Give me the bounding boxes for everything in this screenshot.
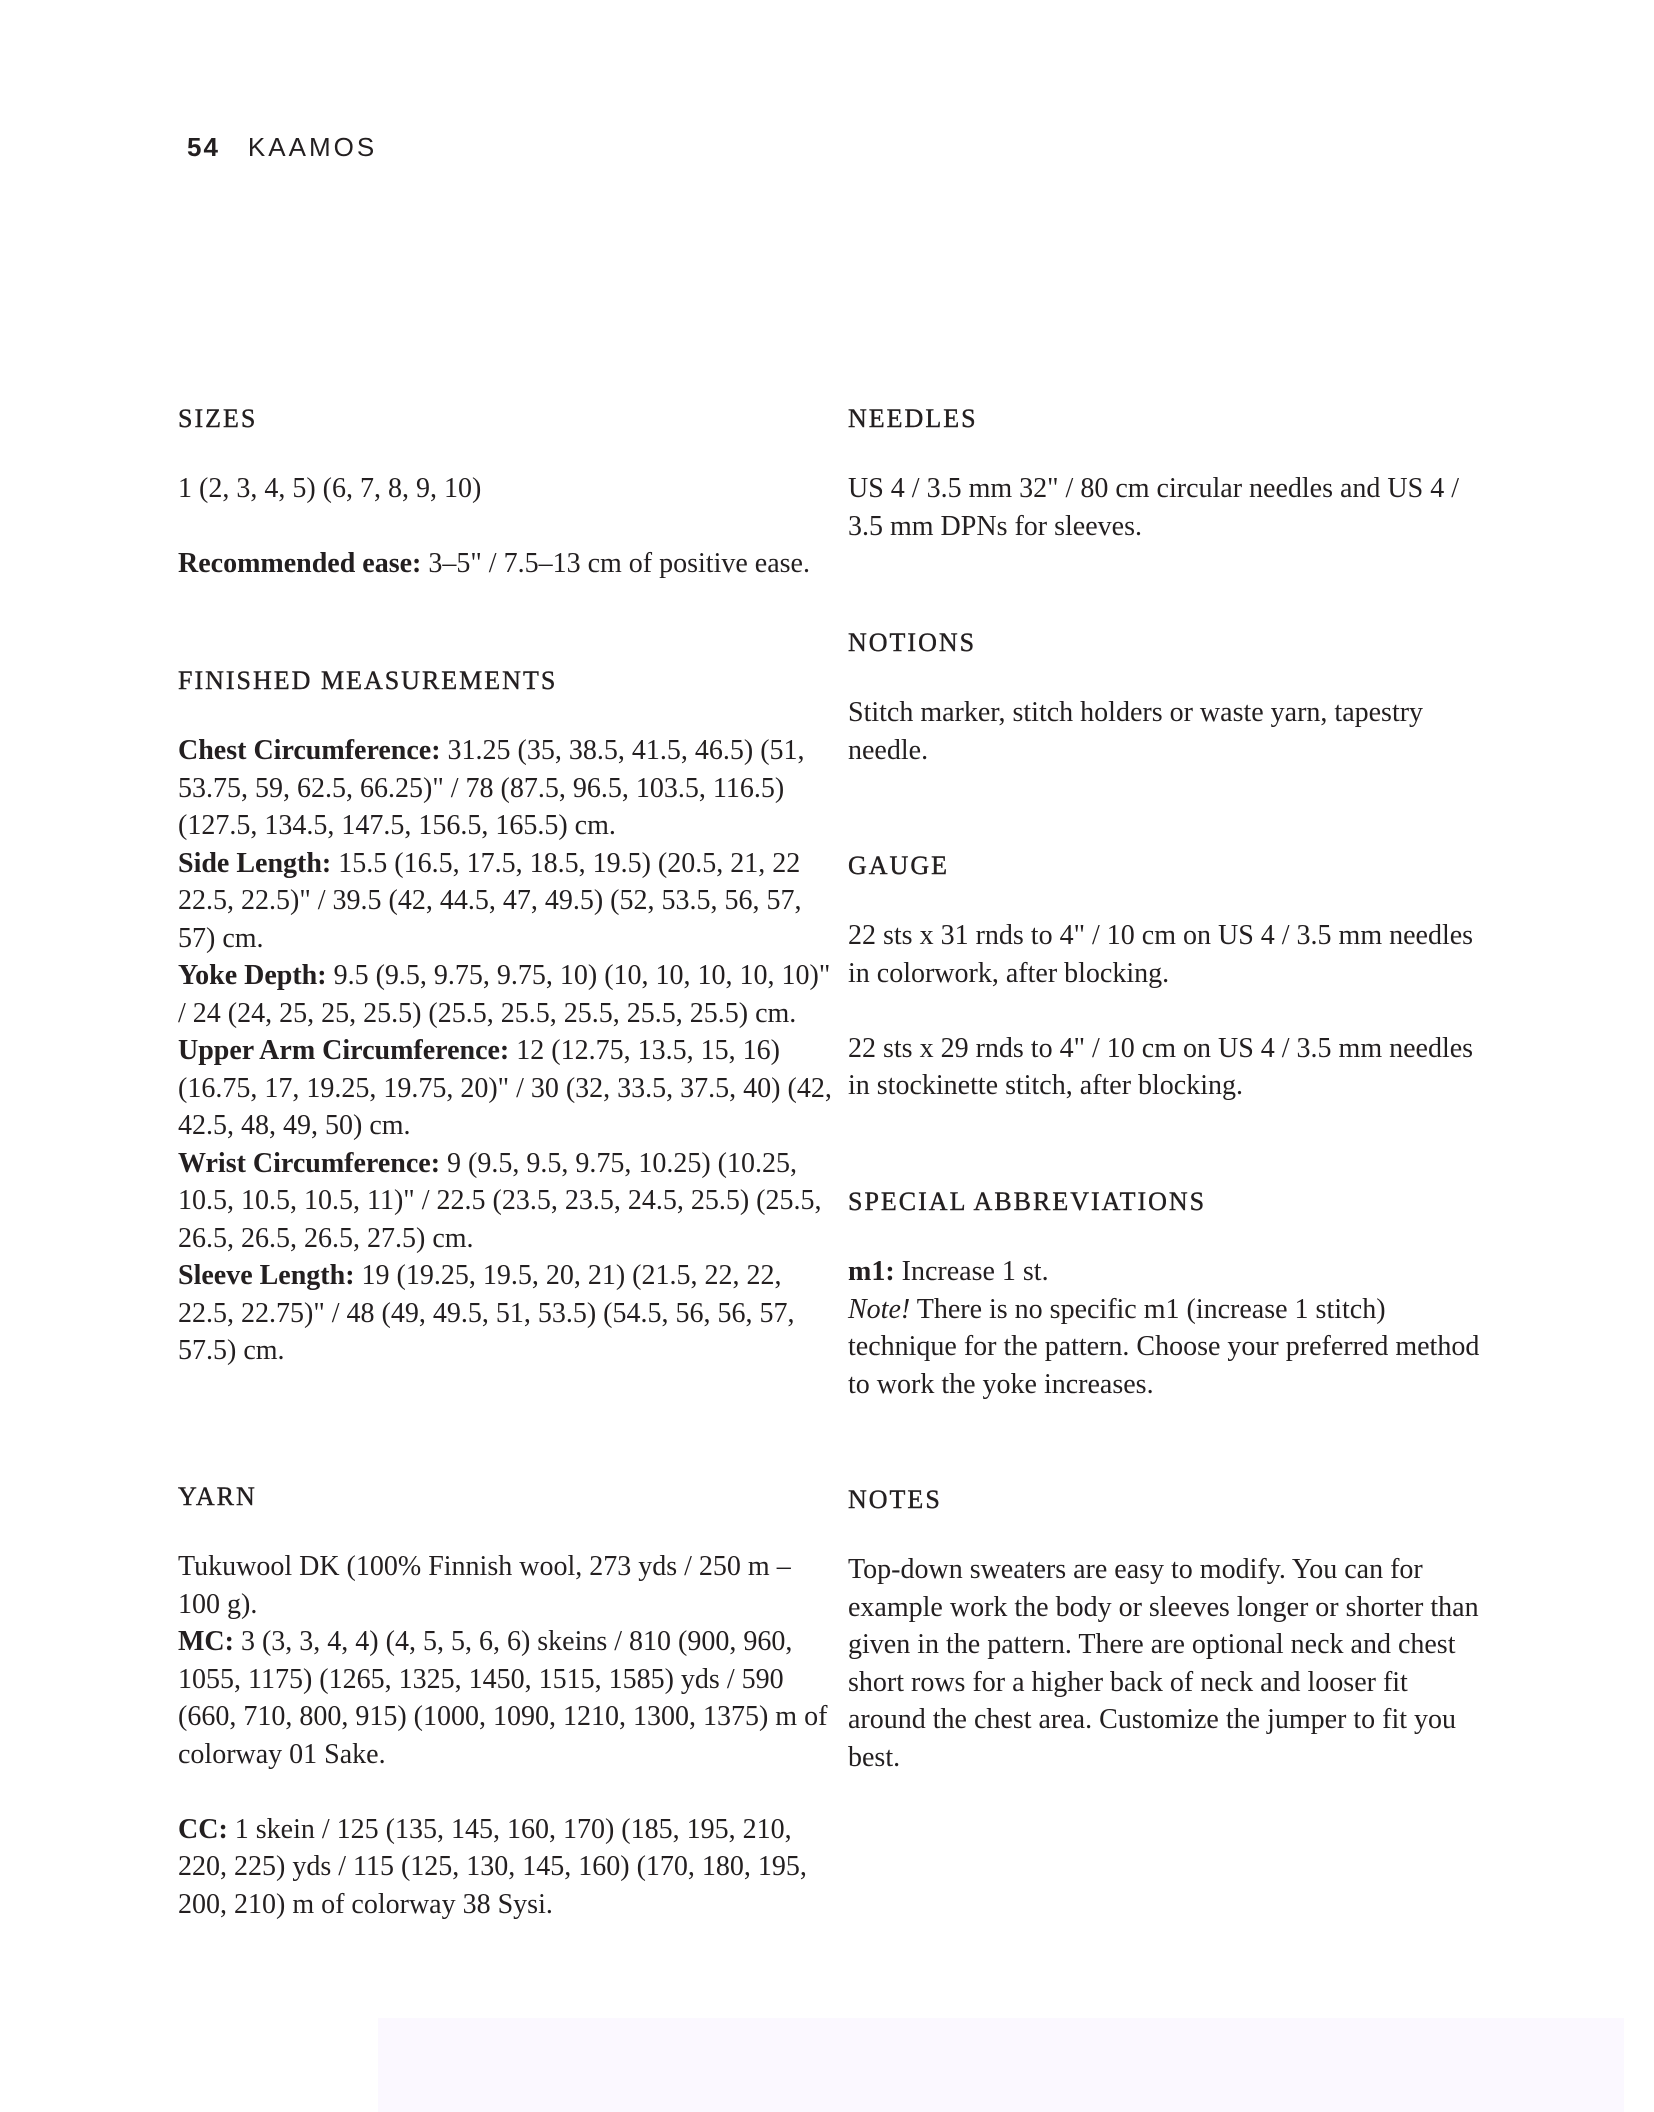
- measurement-label: Yoke Depth:: [178, 960, 327, 991]
- gauge-heading: GAUGE: [848, 851, 949, 880]
- measurement-item: [178, 845, 838, 958]
- measurement-label: Side Length:: [178, 847, 332, 879]
- measurement-item: [178, 1145, 838, 1258]
- yarn-intro: Tukuwool DK (100% Finnish wool, 273 yds / 250 m – 100 g).: [178, 1551, 791, 1620]
- measurement-value: 19 (19.25, 19.5, 20, 21) (21.5, 22, 22, 22.5, 22.75)" / 48 (49, 49.5, 51, 53.5) (54.5, 56, 56, 57, 57.5) cm.: [178, 1260, 795, 1366]
- measurement-label: Sleeve Length:: [178, 1260, 355, 1291]
- measurement-value: 9 (9.5, 9.5, 9.75, 10.25) (10.25, 10.5, 10.5, 10.5, 11)" / 22.5 (23.5, 23.5, 24.5, 25.5) (25.5, 26.5, 26.5, 26.5, 27.5) cm.: [178, 1147, 822, 1254]
- notes-text: Top-down sweaters are easy to modify. You can for example work the body or sleeves longer or shorter than given in the pattern. There are optional neck and chest short rows for a higher back of neck and looser fit around the chest area. Customize the jumper to fit you best.: [848, 1554, 1479, 1773]
- left-column: [178, 398, 838, 1923]
- right-column: [848, 398, 1488, 1776]
- measurement-value: 15.5 (16.5, 17.5, 18.5, 19.5) (20.5, 21, 22 22.5, 22.5)" / 39.5 (42, 44.5, 47, 49.5) (52, 53.5, 56, 57, 57) cm.: [178, 847, 802, 954]
- yarn-heading: YARN: [178, 1482, 257, 1511]
- notions-heading: NOTIONS: [848, 628, 977, 657]
- note-label: Note!: [848, 1293, 911, 1325]
- m1-label: m1:: [848, 1256, 895, 1287]
- measurement-item: [178, 732, 838, 845]
- needles-section: [848, 398, 1488, 622]
- ease-value: 3–5" / 7.5–13 cm of positive ease.: [421, 548, 810, 579]
- notions-text: Stitch marker, stitch holders or waste yarn, tapestry needle.: [848, 697, 1424, 766]
- sizes-list: 1 (2, 3, 4, 5) (6, 7, 8, 9, 10): [178, 473, 482, 504]
- sizes-heading: SIZES: [178, 404, 258, 433]
- gauge-section: [848, 845, 1488, 1181]
- page-number: 54: [187, 132, 220, 162]
- note-value: There is no specific m1 (increase 1 stitch) technique for the pattern. Choose your preferred method to work the yoke increases.: [848, 1293, 1480, 1400]
- cc-label: CC:: [178, 1813, 228, 1845]
- mc-label: MC:: [178, 1626, 234, 1657]
- ease-label: Recommended ease:: [178, 548, 422, 579]
- notions-section: [848, 622, 1488, 845]
- measurement-label: Wrist Circumference:: [178, 1147, 441, 1179]
- recommended-ease: [178, 545, 838, 583]
- cc-value: 1 skein / 125 (135, 145, 160, 170) (185, 195, 210, 220, 225) yds / 115 (125, 130, 145, 160) (170, 180, 195, 200, 210) m of colorway 38 Sysi.: [178, 1813, 807, 1920]
- measurement-label: Chest Circumference:: [178, 735, 441, 766]
- notes-section: [848, 1479, 1488, 1776]
- notes-heading: NOTES: [848, 1485, 942, 1514]
- yarn-mc: [178, 1623, 838, 1773]
- needles-heading: NEEDLES: [848, 404, 978, 433]
- yarn-section: [178, 1476, 838, 1923]
- measurement-value: 9.5 (9.5, 9.75, 9.75, 10) (10, 10, 10, 10, 10)" / 24 (24, 25, 25, 25.5) (25.5, 25.5, 25.5, 25.5, 25.5) cm.: [178, 960, 831, 1029]
- m1-value: Increase 1 st.: [894, 1256, 1049, 1287]
- gauge-stockinette: 22 sts x 29 rnds to 4" / 10 cm on US 4 / 3.5 mm needles in stockinette stitch, after blocking.: [848, 1032, 1474, 1101]
- page-title: KAAMOS: [247, 132, 378, 162]
- special-abbreviations-section: [848, 1181, 1488, 1479]
- abbreviation-note: [848, 1291, 1488, 1404]
- abbreviation-m1: [848, 1253, 1488, 1291]
- measurement-label: Upper Arm Circumference:: [178, 1035, 510, 1066]
- measurement-value: 31.25 (35, 38.5, 41.5, 46.5) (51, 53.75, 59, 62.5, 66.25)" / 78 (87.5, 96.5, 103.5, 116.5) (127.5, 134.5, 147.5, 156.5, 165.5) cm.: [178, 735, 805, 841]
- bottom-tint-panel: [378, 2018, 1624, 2112]
- needles-text: US 4 / 3.5 mm 32" / 80 cm circular needles and US 4 / 3.5 mm DPNs for sleeves.: [848, 473, 1459, 542]
- measurement-item: [178, 957, 838, 1032]
- measurement-item: [178, 1032, 838, 1145]
- page-header: [187, 132, 377, 172]
- special-abbreviations-heading: SPECIAL ABBREVIATIONS: [848, 1187, 1207, 1216]
- finished-measurements-heading: FINISHED MEASUREMENTS: [178, 666, 558, 695]
- mc-value: 3 (3, 3, 4, 4) (4, 5, 5, 6, 6) skeins / 810 (900, 960, 1055, 1175) (1265, 1325, 1450, 1515, 1585) yds / 590 (660, 710, 800, 915) (1000, 1090, 1210, 1300, 1375) m of colorway 01 Sake.: [178, 1626, 828, 1770]
- yarn-cc: [178, 1811, 838, 1924]
- measurement-value: 12 (12.75, 13.5, 15, 16) (16.75, 17, 19.25, 19.75, 20)" / 30 (32, 33.5, 37.5, 40) (42, 42.5, 48, 49, 50) cm.: [178, 1035, 832, 1141]
- sizes-section: [178, 398, 838, 660]
- finished-measurements-section: [178, 660, 838, 1476]
- measurement-item: [178, 1257, 838, 1370]
- gauge-colorwork: 22 sts x 31 rnds to 4" / 10 cm on US 4 / 3.5 mm needles in colorwork, after blocking.: [848, 920, 1474, 989]
